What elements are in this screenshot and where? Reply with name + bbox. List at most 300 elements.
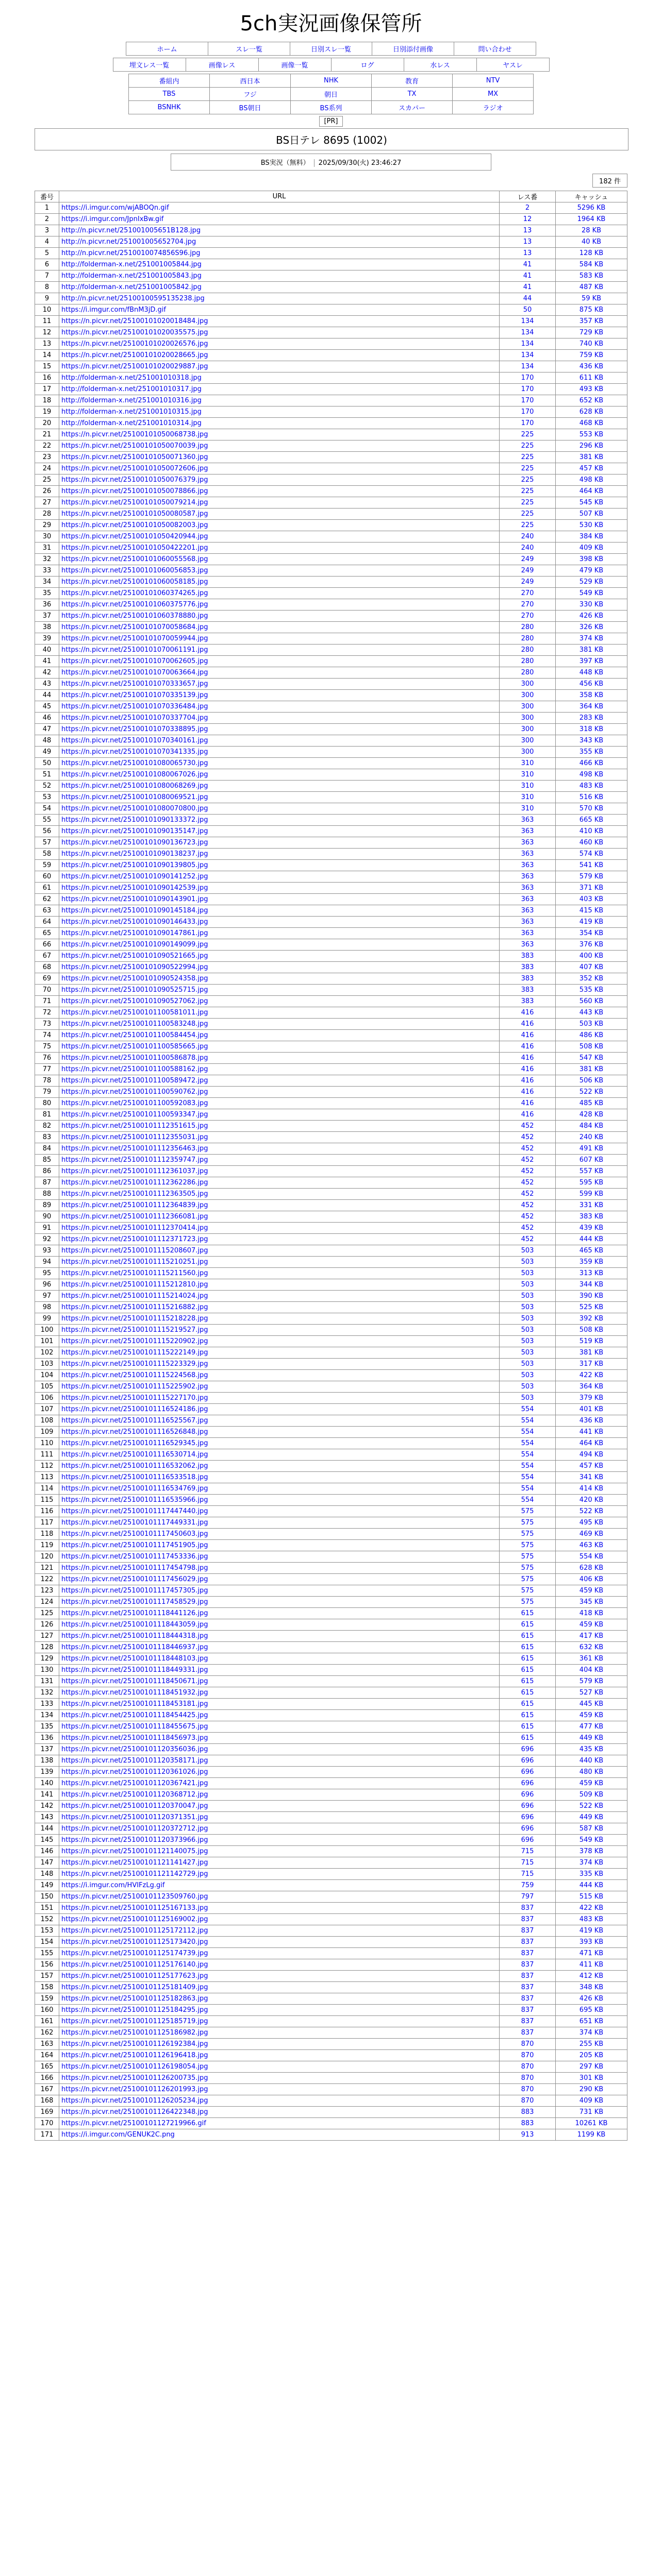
- row-url-link[interactable]: https://n.picvr.net/25100101125182863.jpg: [61, 1995, 208, 2003]
- nav_row1-link[interactable]: ホーム: [157, 46, 177, 54]
- row-url-link[interactable]: https://n.picvr.net/25100101125186982.jpg: [61, 2029, 208, 2037]
- row-res-number[interactable]: 270: [500, 611, 556, 622]
- row-res-number[interactable]: 715: [500, 1846, 556, 1857]
- nav_row2-link[interactable]: ヤスレ: [503, 62, 523, 70]
- row-url-link[interactable]: https://n.picvr.net/25100101070336484.jpg: [61, 703, 208, 710]
- row-cache-link[interactable]: 508 KB: [556, 1041, 627, 1053]
- row-res-number[interactable]: 575: [500, 1597, 556, 1608]
- row-url-link[interactable]: https://n.picvr.net/25100101080070800.jpg: [61, 805, 208, 812]
- row-cache-link[interactable]: 607 KB: [556, 1155, 627, 1166]
- row-res-number[interactable]: 575: [500, 1563, 556, 1574]
- row-cache-link[interactable]: 498 KB: [556, 474, 627, 486]
- row-url-link[interactable]: https://n.picvr.net/25100101090143901.jpg: [61, 895, 208, 903]
- row-cache-link[interactable]: 428 KB: [556, 1109, 627, 1121]
- row-res-number[interactable]: 503: [500, 1268, 556, 1279]
- row-res-number[interactable]: 503: [500, 1279, 556, 1291]
- row-url-link[interactable]: https://n.picvr.net/25100101080068269.jpg: [61, 782, 208, 790]
- row-url-link[interactable]: https://n.picvr.net/25100101120370047.jpg: [61, 1802, 208, 1810]
- row-res-number[interactable]: 225: [500, 509, 556, 520]
- row-url-link[interactable]: https://n.picvr.net/25100101060375776.jpg: [61, 601, 208, 608]
- row-res-number[interactable]: 615: [500, 1631, 556, 1642]
- row-url-link[interactable]: https://n.picvr.net/25100101100590762.jpg: [61, 1088, 208, 1096]
- row-cache-link[interactable]: 410 KB: [556, 826, 627, 837]
- row-cache-link[interactable]: 301 KB: [556, 2073, 627, 2084]
- row-url-link[interactable]: https://n.picvr.net/25100101090142539.jpg: [61, 884, 208, 892]
- row-cache-link[interactable]: 445 KB: [556, 1699, 627, 1710]
- row-cache-link[interactable]: 318 KB: [556, 724, 627, 735]
- row-cache-link[interactable]: 529 KB: [556, 577, 627, 588]
- row-cache-link[interactable]: 383 KB: [556, 1211, 627, 1223]
- row-cache-link[interactable]: 485 KB: [556, 1098, 627, 1109]
- row-res-number[interactable]: 41: [500, 259, 556, 270]
- row-res-number[interactable]: 503: [500, 1393, 556, 1404]
- row-url-link[interactable]: https://n.picvr.net/25100101080067026.jpg: [61, 771, 208, 778]
- nav_row1-link[interactable]: 日別添付画像: [392, 46, 433, 54]
- row-cache-link[interactable]: 759 KB: [556, 350, 627, 361]
- row-url-link[interactable]: https://n.picvr.net/25100101112355031.jpg: [61, 1133, 208, 1141]
- row-res-number[interactable]: 452: [500, 1189, 556, 1200]
- row-res-number[interactable]: 416: [500, 1109, 556, 1121]
- row-cache-link[interactable]: 729 KB: [556, 327, 627, 338]
- row-url-link[interactable]: https://i.imgur.com/wjABOQn.gif: [61, 204, 169, 212]
- row-cache-link[interactable]: 355 KB: [556, 747, 627, 758]
- row-url-link[interactable]: https://n.picvr.net/25100101118446937.jpg: [61, 1643, 208, 1651]
- row-cache-link[interactable]: 439 KB: [556, 1223, 627, 1234]
- row-res-number[interactable]: 575: [500, 1585, 556, 1597]
- row-res-number[interactable]: 452: [500, 1121, 556, 1132]
- row-url-link[interactable]: https://i.imgur.com/HVIFzLg.gif: [61, 1882, 165, 1889]
- row-url-link[interactable]: https://n.picvr.net/25100101118441126.jpg: [61, 1609, 208, 1617]
- row-res-number[interactable]: 363: [500, 928, 556, 939]
- row-cache-link[interactable]: 875 KB: [556, 304, 627, 316]
- row-cache-link[interactable]: 549 KB: [556, 588, 627, 599]
- row-res-number[interactable]: 170: [500, 406, 556, 418]
- row-url-link[interactable]: https://n.picvr.net/25100101125172112.jpg: [61, 1927, 208, 1935]
- row-url-link[interactable]: https://n.picvr.net/25100101112363505.jpg: [61, 1190, 208, 1198]
- row-res-number[interactable]: 615: [500, 1676, 556, 1687]
- row-res-number[interactable]: 696: [500, 1789, 556, 1801]
- row-res-number[interactable]: 575: [500, 1551, 556, 1563]
- row-cache-link[interactable]: 128 KB: [556, 248, 627, 259]
- row-url-link[interactable]: https://n.picvr.net/25100101112356463.jpg: [61, 1145, 208, 1153]
- nav_row2-link[interactable]: 画像一覧: [281, 62, 308, 70]
- row-cache-link[interactable]: 525 KB: [556, 1302, 627, 1313]
- row-cache-link[interactable]: 440 KB: [556, 1755, 627, 1767]
- row-cache-link[interactable]: 487 KB: [556, 282, 627, 293]
- row-res-number[interactable]: 883: [500, 2107, 556, 2118]
- row-url-link[interactable]: https://n.picvr.net/25100101121142729.jpg: [61, 1870, 208, 1878]
- row-cache-link[interactable]: 397 KB: [556, 656, 627, 667]
- row-url-link[interactable]: http://folderman-x.net/251001005844.jpg: [61, 261, 202, 268]
- row-url-link[interactable]: https://n.picvr.net/25100101120371351.jpg: [61, 1814, 208, 1821]
- row-cache-link[interactable]: 344 KB: [556, 1279, 627, 1291]
- row-url-link[interactable]: https://n.picvr.net/25100101020035575.jpg: [61, 329, 208, 336]
- row-res-number[interactable]: 44: [500, 293, 556, 304]
- row-res-number[interactable]: 134: [500, 361, 556, 372]
- row-res-number[interactable]: 575: [500, 1540, 556, 1551]
- row-url-link[interactable]: https://n.picvr.net/25100101070063664.jpg: [61, 669, 208, 676]
- row-res-number[interactable]: 225: [500, 429, 556, 440]
- row-url-link[interactable]: https://n.picvr.net/25100101100589472.jpg: [61, 1077, 208, 1084]
- row-url-link[interactable]: http://folderman-x.net/251001010318.jpg: [61, 374, 202, 382]
- row-url-link[interactable]: https://n.picvr.net/25100101050078866.jpg: [61, 487, 208, 495]
- row-cache-link[interactable]: 290 KB: [556, 2084, 627, 2095]
- row-res-number[interactable]: 696: [500, 1835, 556, 1846]
- row-cache-link[interactable]: 583 KB: [556, 270, 627, 282]
- row-url-link[interactable]: https://n.picvr.net/25100101100581011.jpg: [61, 1009, 208, 1016]
- row-url-link[interactable]: https://n.picvr.net/25100101117447440.jpg: [61, 1507, 208, 1515]
- row-url-link[interactable]: https://n.picvr.net/25100101126196418.jpg: [61, 2052, 208, 2059]
- row-url-link[interactable]: https://n.picvr.net/25100101126198054.jpg: [61, 2063, 208, 2071]
- row-cache-link[interactable]: 444 KB: [556, 1880, 627, 1891]
- row-cache-link[interactable]: 374 KB: [556, 633, 627, 645]
- row-res-number[interactable]: 696: [500, 1801, 556, 1812]
- row-cache-link[interactable]: 464 KB: [556, 486, 627, 497]
- row-cache-link[interactable]: 352 KB: [556, 973, 627, 985]
- row-url-link[interactable]: https://n.picvr.net/25100101115216882.jpg: [61, 1303, 208, 1311]
- row-res-number[interactable]: 363: [500, 826, 556, 837]
- row-cache-link[interactable]: 483 KB: [556, 1914, 627, 1925]
- row-cache-link[interactable]: 330 KB: [556, 599, 627, 611]
- row-cache-link[interactable]: 599 KB: [556, 1189, 627, 1200]
- row-url-link[interactable]: https://n.picvr.net/25100101020018484.jpg: [61, 317, 208, 325]
- row-cache-link[interactable]: 335 KB: [556, 1869, 627, 1880]
- nav_row2-link[interactable]: 画像レス: [208, 62, 236, 70]
- row-res-number[interactable]: 554: [500, 1449, 556, 1461]
- row-cache-link[interactable]: 611 KB: [556, 372, 627, 384]
- nav_row1-link[interactable]: 日別スレ一覧: [310, 46, 351, 54]
- row-url-link[interactable]: http://n.picvr.net/2510010074856S96.jpg: [61, 249, 201, 257]
- row-url-link[interactable]: https://n.picvr.net/25100101115224568.jpg: [61, 1371, 208, 1379]
- row-url-link[interactable]: https://n.picvr.net/25100101050420944.jpg: [61, 533, 208, 540]
- row-url-link[interactable]: https://n.picvr.net/25100101115219527.jpg: [61, 1326, 208, 1334]
- row-cache-link[interactable]: 296 KB: [556, 440, 627, 452]
- row-res-number[interactable]: 12: [500, 214, 556, 225]
- row-cache-link[interactable]: 494 KB: [556, 1449, 627, 1461]
- row-url-link[interactable]: http://n.picvr.net/251001005651B128.jpg: [61, 227, 201, 234]
- row-res-number[interactable]: 363: [500, 883, 556, 894]
- row-cache-link[interactable]: 579 KB: [556, 1676, 627, 1687]
- row-res-number[interactable]: 270: [500, 588, 556, 599]
- row-res-number[interactable]: 225: [500, 440, 556, 452]
- row-res-number[interactable]: 503: [500, 1245, 556, 1257]
- row-res-number[interactable]: 837: [500, 1971, 556, 1982]
- row-cache-link[interactable]: 508 KB: [556, 1325, 627, 1336]
- row-res-number[interactable]: 134: [500, 350, 556, 361]
- row-url-link[interactable]: https://n.picvr.net/25100101115218228.jpg: [61, 1315, 208, 1323]
- row-url-link[interactable]: https://n.picvr.net/25100101126205234.jpg: [61, 2097, 208, 2105]
- row-url-link[interactable]: https://n.picvr.net/25100101115214024.jpg: [61, 1292, 208, 1300]
- row-cache-link[interactable]: 5296 KB: [556, 202, 627, 214]
- row-url-link[interactable]: https://n.picvr.net/25100101100593347.jpg: [61, 1111, 208, 1118]
- row-res-number[interactable]: 503: [500, 1257, 556, 1268]
- row-url-link[interactable]: https://n.picvr.net/25100101116524186.jpg: [61, 1405, 208, 1413]
- row-cache-link[interactable]: 740 KB: [556, 338, 627, 350]
- row-url-link[interactable]: https://n.picvr.net/25100101116525567.jpg: [61, 1417, 208, 1425]
- row-res-number[interactable]: 134: [500, 338, 556, 350]
- row-url-link[interactable]: https://n.picvr.net/25100101100583248.jpg: [61, 1020, 208, 1028]
- row-cache-link[interactable]: 632 KB: [556, 1642, 627, 1653]
- row-cache-link[interactable]: 652 KB: [556, 395, 627, 406]
- row-res-number[interactable]: 554: [500, 1472, 556, 1483]
- row-cache-link[interactable]: 665 KB: [556, 815, 627, 826]
- row-url-link[interactable]: https://n.picvr.net/25100101116532062.jpg: [61, 1462, 208, 1470]
- row-url-link[interactable]: https://n.picvr.net/25100101100584454.jpg: [61, 1031, 208, 1039]
- row-url-link[interactable]: https://n.picvr.net/25100101060055568.jpg: [61, 555, 208, 563]
- row-res-number[interactable]: 615: [500, 1699, 556, 1710]
- row-url-link[interactable]: https://n.picvr.net/25100101115225902.jpg: [61, 1383, 208, 1391]
- row-res-number[interactable]: 452: [500, 1177, 556, 1189]
- row-cache-link[interactable]: 419 KB: [556, 917, 627, 928]
- row-res-number[interactable]: 13: [500, 236, 556, 248]
- row-url-link[interactable]: https://n.picvr.net/25100101020026576.jpg: [61, 340, 208, 348]
- row-cache-link[interactable]: 40 KB: [556, 236, 627, 248]
- row-res-number[interactable]: 416: [500, 1007, 556, 1019]
- row-res-number[interactable]: 715: [500, 1857, 556, 1869]
- row-res-number[interactable]: 837: [500, 1959, 556, 1971]
- row-res-number[interactable]: 870: [500, 2073, 556, 2084]
- row-cache-link[interactable]: 28 KB: [556, 225, 627, 236]
- row-res-number[interactable]: 837: [500, 1948, 556, 1959]
- row-url-link[interactable]: https://n.picvr.net/25100101020028665.jpg: [61, 351, 208, 359]
- row-res-number[interactable]: 300: [500, 679, 556, 690]
- row-url-link[interactable]: http://folderman-x.net/251001010314.jpg: [61, 419, 202, 427]
- row-url-link[interactable]: https://n.picvr.net/25100101090139805.jpg: [61, 861, 208, 869]
- row-res-number[interactable]: 452: [500, 1234, 556, 1245]
- row-res-number[interactable]: 797: [500, 1891, 556, 1903]
- row-cache-link[interactable]: 1199 KB: [556, 2129, 627, 2141]
- row-cache-link[interactable]: 417 KB: [556, 1631, 627, 1642]
- row-cache-link[interactable]: 557 KB: [556, 1166, 627, 1177]
- row-cache-link[interactable]: 457 KB: [556, 1461, 627, 1472]
- row-cache-link[interactable]: 695 KB: [556, 2005, 627, 2016]
- row-url-link[interactable]: https://n.picvr.net/25100101125185719.jpg: [61, 2018, 208, 2025]
- row-url-link[interactable]: https://n.picvr.net/25100101070061191.jpg: [61, 646, 208, 654]
- nav_row3-link[interactable]: スカパー: [398, 105, 425, 112]
- row-res-number[interactable]: 363: [500, 849, 556, 860]
- row-cache-link[interactable]: 471 KB: [556, 1948, 627, 1959]
- nav_row3-link[interactable]: BSNHK: [157, 104, 181, 111]
- row-cache-link[interactable]: 409 KB: [556, 2095, 627, 2107]
- row-url-link[interactable]: https://n.picvr.net/25100101112361037.jpg: [61, 1167, 208, 1175]
- row-res-number[interactable]: 837: [500, 1982, 556, 1993]
- row-cache-link[interactable]: 348 KB: [556, 1982, 627, 1993]
- row-url-link[interactable]: https://n.picvr.net/25100101100592083.jpg: [61, 1099, 208, 1107]
- row-res-number[interactable]: 416: [500, 1098, 556, 1109]
- row-cache-link[interactable]: 503 KB: [556, 1019, 627, 1030]
- row-url-link[interactable]: https://n.picvr.net/25100101117451905.jpg: [61, 1541, 208, 1549]
- row-url-link[interactable]: https://n.picvr.net/25100101060056853.jpg: [61, 567, 208, 574]
- row-res-number[interactable]: 310: [500, 803, 556, 815]
- row-url-link[interactable]: https://n.picvr.net/25100101070062605.jpg: [61, 657, 208, 665]
- row-cache-link[interactable]: 480 KB: [556, 1767, 627, 1778]
- row-url-link[interactable]: https://n.picvr.net/25100101115208607.jpg: [61, 1247, 208, 1255]
- row-url-link[interactable]: https://n.picvr.net/25100101118448103.jpg: [61, 1655, 208, 1663]
- row-url-link[interactable]: http://n.picvr.net/251001005652704.jpg: [61, 238, 196, 246]
- row-cache-link[interactable]: 1964 KB: [556, 214, 627, 225]
- row-res-number[interactable]: 870: [500, 2095, 556, 2107]
- row-res-number[interactable]: 837: [500, 2005, 556, 2016]
- row-res-number[interactable]: 837: [500, 1937, 556, 1948]
- row-url-link[interactable]: https://n.picvr.net/25100101116529345.jpg: [61, 1439, 208, 1447]
- row-url-link[interactable]: https://n.picvr.net/25100101125169002.jpg: [61, 1916, 208, 1923]
- row-res-number[interactable]: 363: [500, 871, 556, 883]
- row-url-link[interactable]: https://n.picvr.net/25100101060374265.jpg: [61, 589, 208, 597]
- row-url-link[interactable]: https://n.picvr.net/25100101125184295.jpg: [61, 2006, 208, 2014]
- row-url-link[interactable]: https://n.picvr.net/25100101050079214.jpg: [61, 499, 208, 506]
- row-cache-link[interactable]: 420 KB: [556, 1495, 627, 1506]
- nav_row3-link[interactable]: TBS: [162, 90, 176, 98]
- nav_row3-link[interactable]: MX: [487, 90, 499, 98]
- row-res-number[interactable]: 615: [500, 1642, 556, 1653]
- row-res-number[interactable]: 225: [500, 474, 556, 486]
- row-url-link[interactable]: https://n.picvr.net/25100101118450671.jpg: [61, 1677, 208, 1685]
- row-res-number[interactable]: 416: [500, 1053, 556, 1064]
- row-cache-link[interactable]: 541 KB: [556, 860, 627, 871]
- row-res-number[interactable]: 503: [500, 1302, 556, 1313]
- row-cache-link[interactable]: 522 KB: [556, 1087, 627, 1098]
- row-url-link[interactable]: https://n.picvr.net/25100101070059944.jpg: [61, 635, 208, 642]
- row-url-link[interactable]: https://n.picvr.net/25100101115227170.jpg: [61, 1394, 208, 1402]
- row-res-number[interactable]: 837: [500, 1914, 556, 1925]
- row-res-number[interactable]: 416: [500, 1075, 556, 1087]
- row-url-link[interactable]: https://n.picvr.net/25100101120367421.jpg: [61, 1780, 208, 1787]
- row-res-number[interactable]: 170: [500, 372, 556, 384]
- row-res-number[interactable]: 249: [500, 554, 556, 565]
- row-url-link[interactable]: https://n.picvr.net/25100101117458529.jpg: [61, 1598, 208, 1606]
- row-url-link[interactable]: https://n.picvr.net/25100101060378880.jpg: [61, 612, 208, 620]
- row-res-number[interactable]: 913: [500, 2129, 556, 2141]
- row-url-link[interactable]: https://n.picvr.net/25100101116530714.jpg: [61, 1451, 208, 1459]
- row-res-number[interactable]: 837: [500, 1925, 556, 1937]
- row-cache-link[interactable]: 381 KB: [556, 1347, 627, 1359]
- row-res-number[interactable]: 383: [500, 985, 556, 996]
- row-cache-link[interactable]: 628 KB: [556, 406, 627, 418]
- row-res-number[interactable]: 870: [500, 2050, 556, 2061]
- row-cache-link[interactable]: 449 KB: [556, 1812, 627, 1823]
- row-url-link[interactable]: https://n.picvr.net/25100101125176140.jpg: [61, 1961, 208, 1969]
- row-cache-link[interactable]: 459 KB: [556, 1710, 627, 1721]
- row-res-number[interactable]: 554: [500, 1404, 556, 1415]
- row-cache-link[interactable]: 553 KB: [556, 429, 627, 440]
- row-res-number[interactable]: 696: [500, 1744, 556, 1755]
- row-res-number[interactable]: 452: [500, 1166, 556, 1177]
- row-url-link[interactable]: https://n.picvr.net/25100101117456029.jpg: [61, 1575, 208, 1583]
- row-cache-link[interactable]: 343 KB: [556, 735, 627, 747]
- row-res-number[interactable]: 837: [500, 1993, 556, 2005]
- row-url-link[interactable]: https://n.picvr.net/25100101070341335.jpg: [61, 748, 208, 756]
- nav_row3-link[interactable]: BS朝日: [239, 105, 261, 112]
- row-url-link[interactable]: https://n.picvr.net/25100101118454425.jpg: [61, 1711, 208, 1719]
- row-res-number[interactable]: 759: [500, 1880, 556, 1891]
- row-res-number[interactable]: 300: [500, 701, 556, 713]
- row-url-link[interactable]: https://n.picvr.net/25100101112370414.jpg: [61, 1224, 208, 1232]
- row-res-number[interactable]: 575: [500, 1506, 556, 1517]
- row-res-number[interactable]: 452: [500, 1223, 556, 1234]
- row-url-link[interactable]: http://folderman-x.net/251001010315.jpg: [61, 408, 202, 416]
- row-res-number[interactable]: 837: [500, 2027, 556, 2039]
- row-cache-link[interactable]: 403 KB: [556, 894, 627, 905]
- row-url-link[interactable]: https://n.picvr.net/25100101126200735.jpg: [61, 2074, 208, 2082]
- row-url-link[interactable]: https://n.picvr.net/25100101050072606.jpg: [61, 465, 208, 472]
- row-cache-link[interactable]: 493 KB: [556, 384, 627, 395]
- row-res-number[interactable]: 416: [500, 1064, 556, 1075]
- row-url-link[interactable]: https://n.picvr.net/25100101070058684.jpg: [61, 623, 208, 631]
- row-res-number[interactable]: 837: [500, 1903, 556, 1914]
- row-cache-link[interactable]: 374 KB: [556, 2027, 627, 2039]
- row-res-number[interactable]: 503: [500, 1291, 556, 1302]
- row-url-link[interactable]: https://n.picvr.net/25100101112362286.jpg: [61, 1179, 208, 1187]
- row-res-number[interactable]: 615: [500, 1653, 556, 1665]
- row-cache-link[interactable]: 444 KB: [556, 1234, 627, 1245]
- row-cache-link[interactable]: 516 KB: [556, 792, 627, 803]
- row-res-number[interactable]: 363: [500, 860, 556, 871]
- row-cache-link[interactable]: 384 KB: [556, 531, 627, 543]
- row-res-number[interactable]: 280: [500, 633, 556, 645]
- row-res-number[interactable]: 225: [500, 452, 556, 463]
- row-res-number[interactable]: 696: [500, 1755, 556, 1767]
- row-res-number[interactable]: 503: [500, 1336, 556, 1347]
- row-cache-link[interactable]: 477 KB: [556, 1721, 627, 1733]
- row-cache-link[interactable]: 483 KB: [556, 781, 627, 792]
- row-cache-link[interactable]: 479 KB: [556, 565, 627, 577]
- row-cache-link[interactable]: 381 KB: [556, 1064, 627, 1075]
- row-res-number[interactable]: 554: [500, 1415, 556, 1427]
- row-url-link[interactable]: https://n.picvr.net/25100101121140075.jpg: [61, 1848, 208, 1855]
- row-cache-link[interactable]: 345 KB: [556, 1597, 627, 1608]
- nav_row3-link[interactable]: 朝日: [324, 91, 338, 99]
- row-url-link[interactable]: https://n.picvr.net/25100101120361026.jpg: [61, 1768, 208, 1776]
- row-cache-link[interactable]: 448 KB: [556, 667, 627, 679]
- row-cache-link[interactable]: 297 KB: [556, 2061, 627, 2073]
- row-url-link[interactable]: https://n.picvr.net/25100101100586878.jpg: [61, 1054, 208, 1062]
- row-cache-link[interactable]: 460 KB: [556, 837, 627, 849]
- row-cache-link[interactable]: 574 KB: [556, 849, 627, 860]
- row-res-number[interactable]: 554: [500, 1438, 556, 1449]
- row-res-number[interactable]: 503: [500, 1359, 556, 1370]
- row-url-link[interactable]: https://n.picvr.net/25100101118443059.jpg: [61, 1621, 208, 1629]
- nav_row3-link[interactable]: NHK: [323, 77, 339, 84]
- row-cache-link[interactable]: 10261 KB: [556, 2118, 627, 2129]
- row-res-number[interactable]: 615: [500, 1619, 556, 1631]
- row-res-number[interactable]: 615: [500, 1687, 556, 1699]
- row-url-link[interactable]: https://n.picvr.net/25100101090146433.jpg: [61, 918, 208, 926]
- row-url-link[interactable]: https://n.picvr.net/25100101117450603.jpg: [61, 1530, 208, 1538]
- row-url-link[interactable]: https://n.picvr.net/25100101090525715.jpg: [61, 986, 208, 994]
- nav_row2-link[interactable]: ログ: [360, 62, 374, 70]
- row-url-link[interactable]: https://n.picvr.net/25100101050422201.jpg: [61, 544, 208, 552]
- row-res-number[interactable]: 363: [500, 894, 556, 905]
- row-res-number[interactable]: 837: [500, 2016, 556, 2027]
- row-cache-link[interactable]: 651 KB: [556, 2016, 627, 2027]
- row-res-number[interactable]: 452: [500, 1143, 556, 1155]
- row-url-link[interactable]: https://n.picvr.net/25100101115212810.jpg: [61, 1281, 208, 1289]
- row-res-number[interactable]: 310: [500, 792, 556, 803]
- row-res-number[interactable]: 503: [500, 1370, 556, 1381]
- row-cache-link[interactable]: 400 KB: [556, 951, 627, 962]
- row-cache-link[interactable]: 486 KB: [556, 1030, 627, 1041]
- row-url-link[interactable]: https://n.picvr.net/25100101115211560.jpg: [61, 1269, 208, 1277]
- row-res-number[interactable]: 870: [500, 2061, 556, 2073]
- row-url-link[interactable]: https://n.picvr.net/25100101112366081.jpg: [61, 1213, 208, 1221]
- row-cache-link[interactable]: 406 KB: [556, 1574, 627, 1585]
- row-url-link[interactable]: https://n.picvr.net/25100101115223329.jpg: [61, 1360, 208, 1368]
- row-cache-link[interactable]: 522 KB: [556, 1506, 627, 1517]
- row-res-number[interactable]: 503: [500, 1347, 556, 1359]
- row-url-link[interactable]: https://n.picvr.net/25100101070335139.jpg: [61, 691, 208, 699]
- row-res-number[interactable]: 696: [500, 1778, 556, 1789]
- row-res-number[interactable]: 363: [500, 939, 556, 951]
